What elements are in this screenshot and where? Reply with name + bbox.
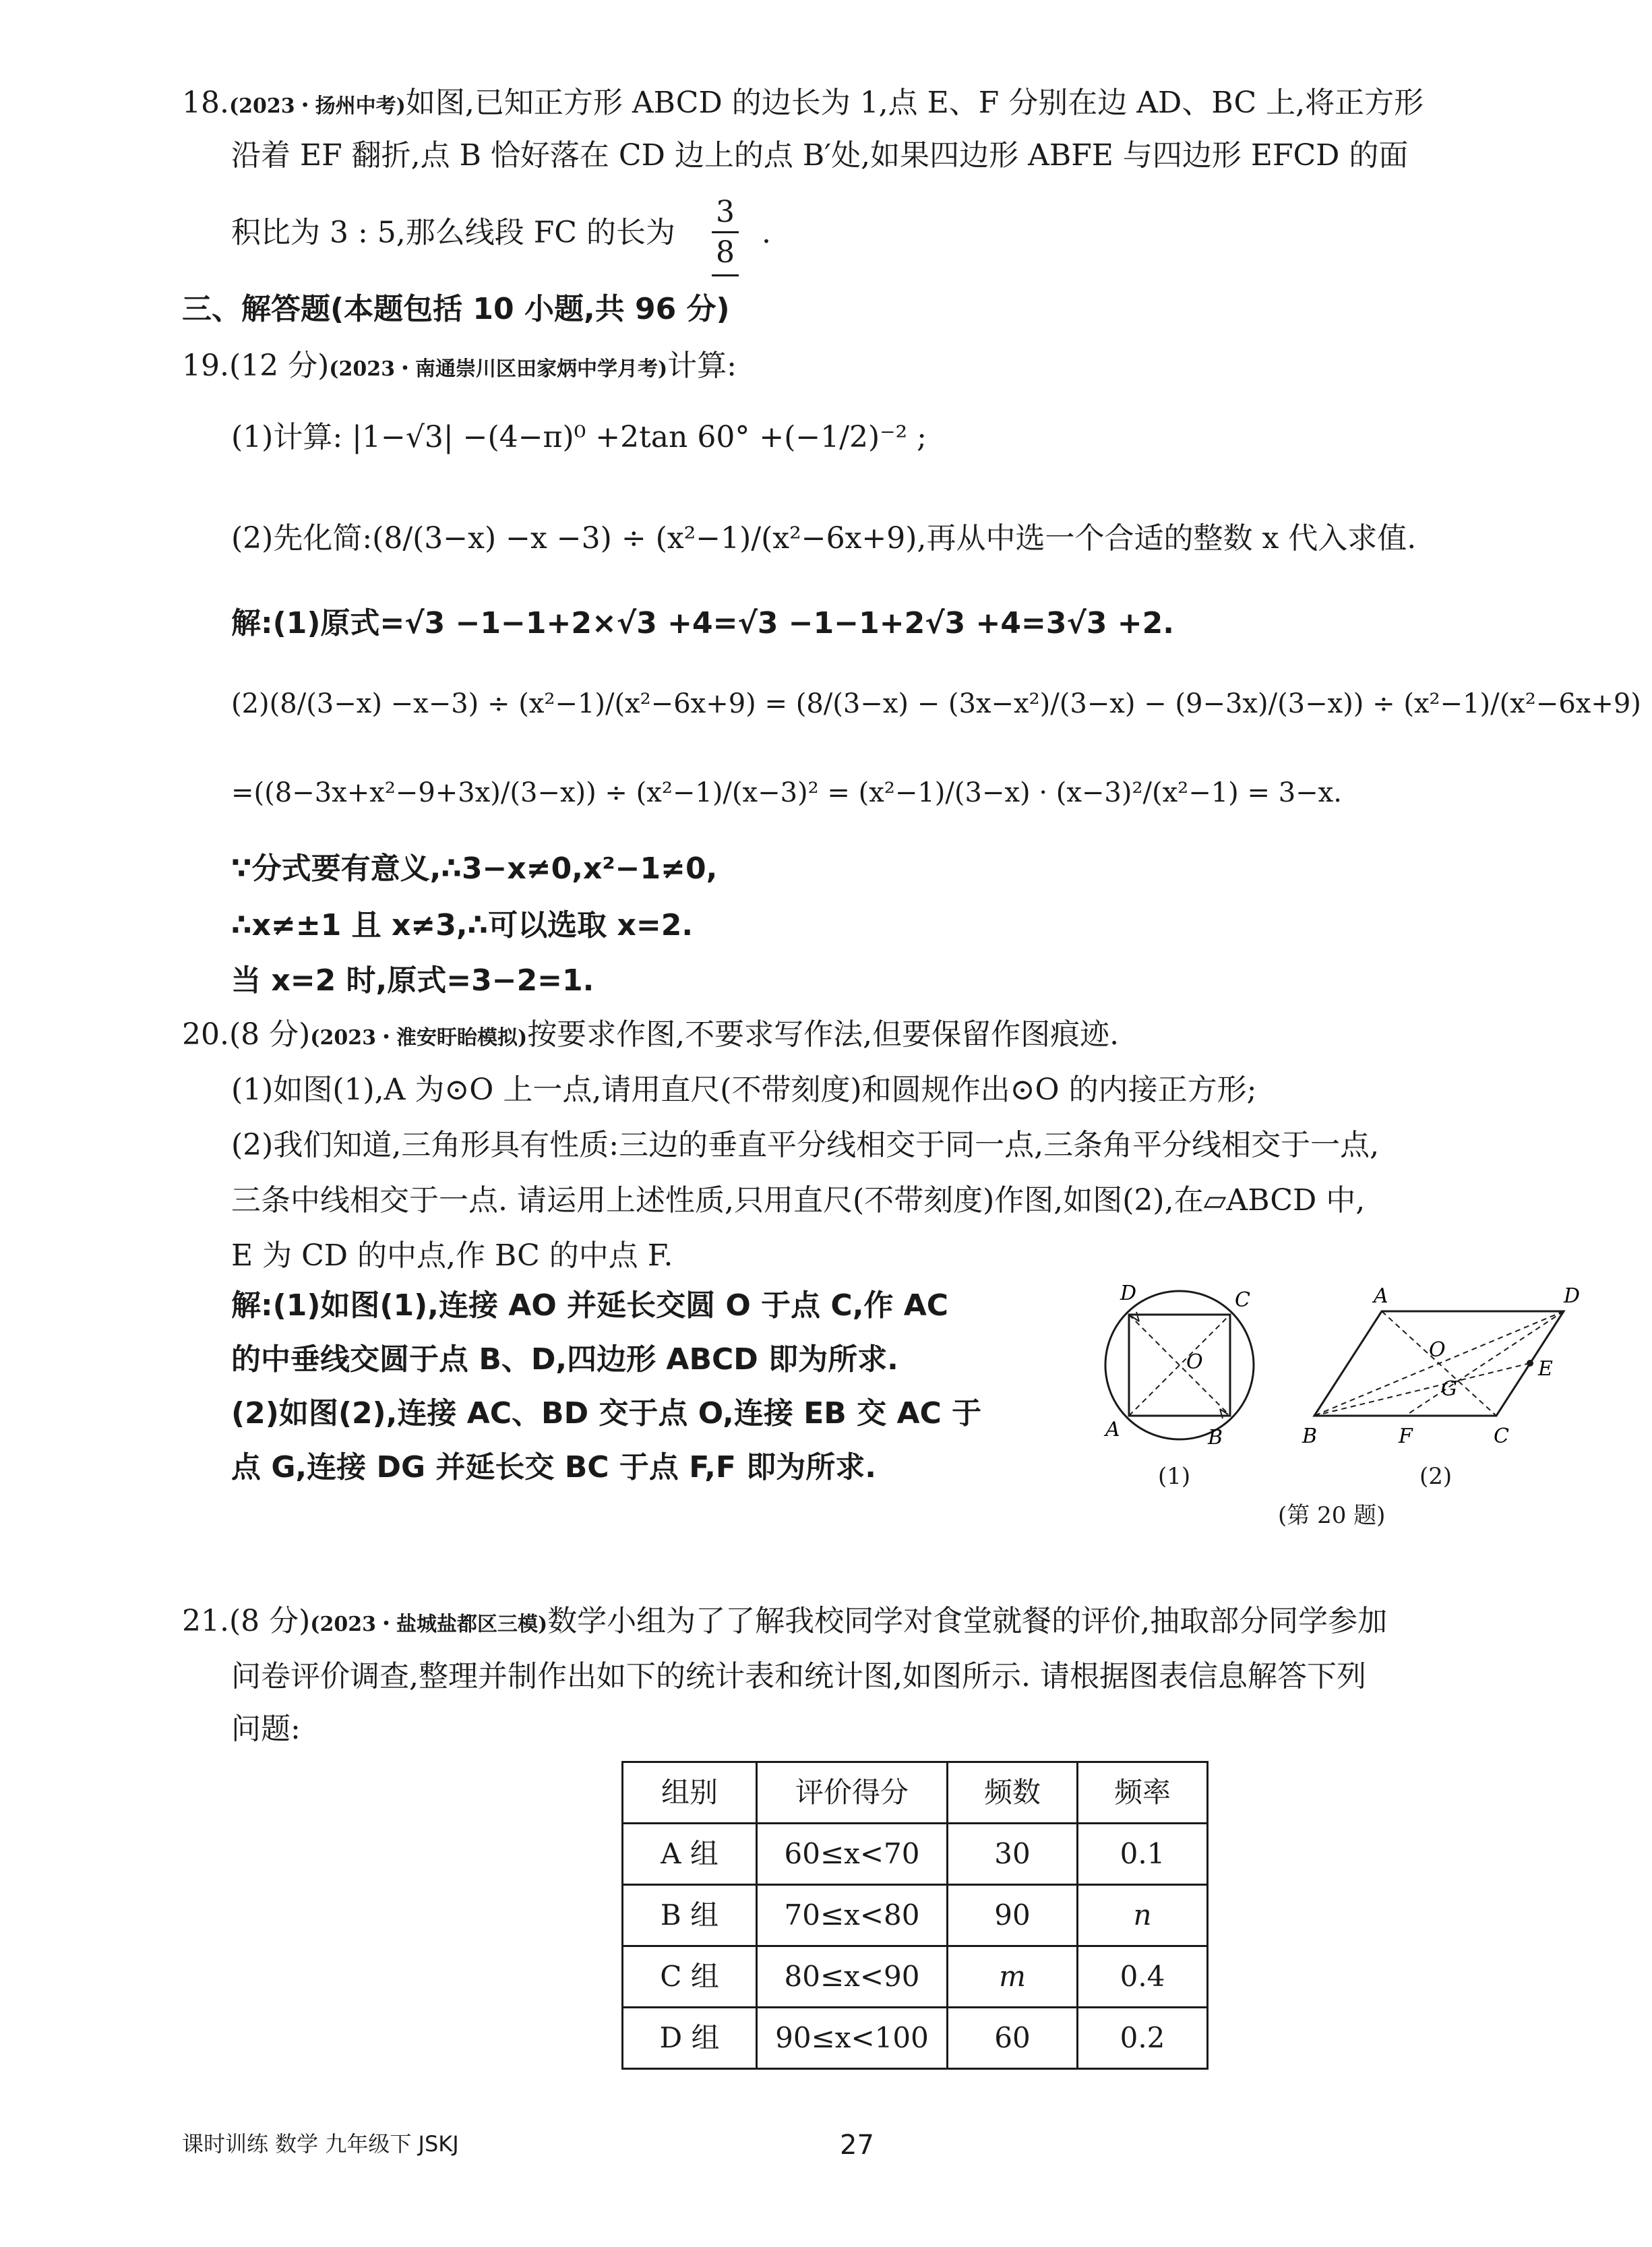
figure-2-parallelogram — [1294, 1281, 1584, 1456]
q20-solution-2b: 点 G,连接 DG 并延长交 BC 于点 F,F 即为所求. — [231, 1450, 876, 1485]
fig2-label-g: G — [1441, 1377, 1457, 1401]
fig2-label-f: F — [1399, 1425, 1413, 1448]
table-cell-frequency: 30 — [948, 1824, 1078, 1885]
table-row — [623, 1946, 1208, 2008]
fig2-caption: (2) — [1419, 1463, 1452, 1490]
fig1-arc-mark-1 — [1131, 1312, 1139, 1321]
fig1-caption: (1) — [1158, 1463, 1191, 1490]
table-cell-score: 70≤x<80 — [757, 1885, 948, 1946]
q18-answer-numerator: 3 — [712, 193, 739, 233]
q18-line2: 沿着 EF 翻折,点 B 恰好落在 CD 边上的点 B′处,如果四边形 ABFE 与四边形 EFCD 的面 — [231, 138, 1409, 173]
fig1-circle — [1105, 1291, 1254, 1439]
table-header-cell: 评价得分 — [757, 1762, 948, 1824]
table-cell-rate: 0.2 — [1078, 2008, 1208, 2069]
frequency-table — [621, 1761, 1209, 2070]
q18-answer-denominator: 8 — [715, 235, 735, 270]
q19-tail: 计算: — [667, 349, 737, 383]
fig2-label-d: D — [1564, 1284, 1581, 1308]
fig2-point-e — [1527, 1360, 1533, 1367]
table-cell-frequency: m — [948, 1946, 1078, 2008]
q21-text-1: 数学小组为了了解我校同学对食堂就餐的评价,抽取部分同学参加 — [547, 1604, 1388, 1638]
q21-number: 21.(8 分) — [182, 1604, 311, 1638]
table-cell-rate: 0.4 — [1078, 1946, 1208, 2008]
q20-solution-1a: 解:(1)如图(1),连接 AO 并延长交圆 O 于点 C,作 AC — [231, 1288, 949, 1323]
fig1-label-o: O — [1186, 1350, 1203, 1374]
table-header-cell: 频率 — [1078, 1762, 1208, 1824]
q20-source: (2023・淮安盱眙模拟) — [310, 1026, 528, 1050]
page-number: 27 — [840, 2130, 874, 2161]
q20-part2-a: (2)我们知道,三角形具有性质:三边的垂直平分线相交于同一点,三条角平分线相交于一点, — [231, 1128, 1380, 1162]
q19-number: 19.(12 分) — [182, 349, 330, 383]
q18-line1 — [182, 84, 1424, 122]
table-header-cell: 组别 — [623, 1762, 757, 1824]
fig2-label-a: A — [1374, 1284, 1388, 1308]
q18-source: (2023・扬州中考) — [228, 94, 406, 118]
q19-part2 — [231, 519, 1416, 558]
table-cell-rate: 0.1 — [1078, 1824, 1208, 1885]
table-cell-group: B 组 — [623, 1885, 757, 1946]
q18-number: 18. — [182, 86, 229, 120]
q19-part2-post: ,再从中选一个合适的整数 x 代入求值. — [917, 521, 1417, 556]
q21-header — [182, 1602, 1387, 1640]
footer-book-title: 课时训练 数学 九年级下 JSKJ — [182, 2131, 459, 2157]
q18-text-3: 积比为 3 : 5,那么线段 FC 的长为 — [231, 215, 675, 250]
fig2-label-c: C — [1494, 1425, 1509, 1448]
table-cell-rate: n — [1078, 1885, 1208, 1946]
table-row — [623, 1885, 1208, 1946]
q21-source: (2023・盐城盐都区三模) — [310, 1613, 548, 1636]
figure-1-circle-square — [1092, 1274, 1267, 1470]
q20-part2-b: 三条中线相交于一点. 请运用上述性质,只用直尺(不带刻度)作图,如图(2),在▱ABCD 中, — [231, 1183, 1366, 1218]
table-header-cell: 频数 — [948, 1762, 1078, 1824]
q19-solution-2b: =((8−3x+x²−9+3x)/(3−x)) ÷ (x²−1)/(x−3)² = (x²−1)/(3−x) · (x−3)²/(x²−1) = 3−x. — [231, 777, 1342, 808]
q20-part2-c: E 为 CD 的中点,作 BC 的中点 F. — [231, 1238, 673, 1273]
q21-line3: 问题: — [231, 1712, 301, 1746]
table-row — [623, 2008, 1208, 2069]
q18-line3 — [231, 193, 771, 276]
table-cell-frequency: 60 — [948, 2008, 1078, 2069]
fig1-label-a: A — [1105, 1418, 1120, 1441]
q19-solution-5: 当 x=2 时,原式=3−2=1. — [231, 963, 594, 998]
q20-solution-1b: 的中垂线交圆于点 B、D,四边形 ABCD 即为所求. — [231, 1342, 898, 1377]
table-cell-frequency: 90 — [948, 1885, 1078, 1946]
q21-line2: 问卷评价调查,整理并制作出如下的统计表和统计图,如图所示. 请根据图表信息解答下列 — [231, 1659, 1366, 1694]
q19-solution-3: ∵分式要有意义,∴3−x≠0,x²−1≠0, — [231, 851, 718, 886]
table-cell-group: D 组 — [623, 2008, 757, 2069]
fig2-label-o: O — [1429, 1338, 1446, 1362]
fig2-label-b: B — [1302, 1425, 1318, 1448]
q18-text-1: 如图,已知正方形 ABCD 的边长为 1,点 E、F 分别在边 AD、BC 上,将正方形 — [405, 86, 1424, 120]
fig1-label-b: B — [1208, 1426, 1223, 1449]
table-row — [623, 1824, 1208, 1885]
table-cell-score: 80≤x<90 — [757, 1946, 948, 2008]
q19-part2-label: (2)先化简: — [231, 521, 373, 556]
q19-header — [182, 347, 737, 385]
q19-solution-2a: (2)(8/(3−x) −x−3) ÷ (x²−1)/(x²−6x+9) = (8/(3−x) − (3x−x²)/(3−x) − (9−3x)/(3−x)) ÷ (x²−1)/(x²−6x+9) — [231, 688, 1641, 719]
q19-source: (2023・南通崇川区田家炳中学月考) — [329, 357, 668, 381]
table-header-row — [623, 1762, 1208, 1824]
q20-header — [182, 1015, 1119, 1054]
table-cell-group: C 组 — [623, 1946, 757, 2008]
q20-part1: (1)如图(1),A 为⊙O 上一点,请用直尺(不带刻度)和圆规作出⊙O 的内接正方形; — [231, 1073, 1257, 1107]
q19-solution-4: ∴x≠±1 且 x≠3,∴可以选取 x=2. — [231, 908, 694, 942]
q20-tail: 按要求作图,不要求写作法,但要保留作图痕迹. — [527, 1017, 1120, 1052]
q19-part2-expr: (8/(3−x) −x −3) ÷ (x²−1)/(x²−6x+9) — [372, 521, 917, 556]
fig1-label-c: C — [1235, 1288, 1250, 1312]
table-cell-score: 60≤x<70 — [757, 1824, 948, 1885]
table-cell-group: A 组 — [623, 1824, 757, 1885]
fig2-label-e: E — [1538, 1357, 1553, 1381]
q19-solution-1: 解:(1)原式=√3 −1−1+2×√3 +4=√3 −1−1+2√3 +4=3√3 +2. — [231, 606, 1174, 640]
q20-figure-caption: (第 20 题) — [1278, 1502, 1386, 1529]
q18-period: . — [761, 215, 771, 250]
section-title: 三、解答题(本题包括 10 小题,共 96 分) — [182, 292, 730, 326]
table-cell-score: 90≤x<100 — [757, 2008, 948, 2069]
q20-number: 20.(8 分) — [182, 1017, 311, 1052]
q20-solution-2a: (2)如图(2),连接 AC、BD 交于点 O,连接 EB 交 AC 于 — [231, 1396, 982, 1431]
fig1-label-d: D — [1120, 1282, 1137, 1305]
q19-part1: (1)计算: |1−√3| −(4−π)⁰ +2tan 60° +(−1/2)⁻² ; — [231, 420, 927, 454]
q18-answer — [712, 193, 739, 276]
